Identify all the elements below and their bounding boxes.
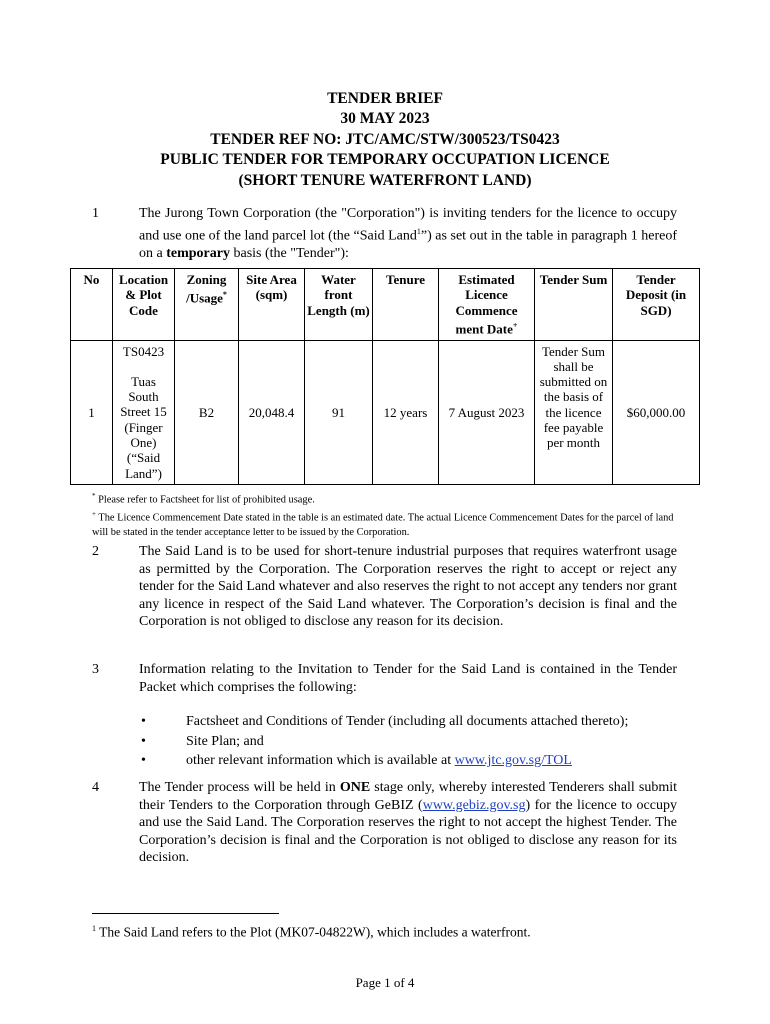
footnote: $^1$ The Said Land refers to the Plot (MK07-04822W), which includes a waterfront. (92, 924, 531, 940)
tender-table (70, 268, 700, 485)
header-tenure: Tenure (373, 269, 439, 341)
heading-subject: PUBLIC TENDER FOR TEMPORARY OCCUPATION LICENCE (160, 151, 610, 169)
table-notes (92, 489, 692, 540)
document-heading (0, 89, 770, 191)
note-usage: * Please refer to Factsheet for list of prohibited usage. (92, 492, 315, 506)
header-site-area: Site Area (sqm) (239, 269, 305, 341)
cell-tender-deposit: $60,000.00 (613, 340, 700, 484)
cell-tenure: 12 years (373, 340, 439, 484)
header-no: No (71, 269, 113, 341)
list-item: • other relevant information which is available at www.jtc.gov.sg/TOL (139, 751, 628, 771)
paragraph-text: The Tender process will be held in ONE stage only, whereby interested Tenderers shall submit their Tenders to the Corporation through GeBIZ (www.gebiz.gov.sg) for the licence to occupy and use the Said Land. The Corporation reserves the right to not accept the highest Tender. The Corporation’s decision is final and the Corporation is not obliged to disclose any reason for its decision. (139, 780, 677, 865)
cell-location (113, 340, 175, 484)
header-waterfront-length: Water front Length (m) (305, 269, 373, 341)
cell-waterfront-length: 91 (305, 340, 373, 484)
paragraph-text: The Jurong Town Corporation (the "Corporation") is inviting tenders for the licence to occupy and use one of the land parcel lot (the “Said Land$^1$”) as set out in the table in paragraph 1 hereof on a temporary basis (the "Tender"): (139, 206, 677, 261)
page-number: Page 1 of 4 (355, 975, 415, 990)
heading-title: TENDER BRIEF (327, 90, 443, 107)
cell-tender-sum: Tender Sum shall be submitted on the basis of the licence fee payable per month (535, 340, 613, 484)
header-zoning: Zoning /Usage* (175, 269, 239, 341)
location-text: Tuas South Street 15 (Finger One) (“Said Land”) (120, 373, 167, 481)
footnote-divider (92, 913, 279, 914)
paragraph-number: 1 (92, 206, 99, 221)
header-location: Location & Plot Code (113, 269, 175, 341)
header-tender-deposit: Tender Deposit (in SGD) (613, 269, 700, 341)
header-commencement-date: Estimated Licence Commence ment Date+ (439, 269, 535, 341)
heading-subtitle: (SHORT TENURE WATERFRONT LAND) (238, 171, 532, 189)
heading-date: 30 MAY 2023 (340, 110, 430, 128)
table-header-row (71, 269, 700, 341)
tender-packet-list (139, 712, 628, 771)
header-tender-sum: Tender Sum (535, 269, 613, 341)
cell-site-area: 20,048.4 (239, 340, 305, 484)
heading-ref-no: TENDER REF NO: JTC/AMC/STW/300523/TS0423 (210, 130, 560, 148)
paragraph-text: Information relating to the Invitation to Tender for the Said Land is contained in the Tender Packet which comprises the following: (139, 662, 677, 695)
note-commencement: + The Licence Commencement Date stated in the table is an estimated date. The actual Licence Commencement Dates for the parcel of land will be stated in the tender acceptance letter to be issued by the Corporation. (92, 510, 674, 538)
bullet-icon: • (141, 714, 146, 729)
footnote-ref: 1 (416, 226, 421, 236)
bullet-icon: • (141, 733, 146, 749)
cell-zoning: B2 (175, 340, 239, 484)
jtc-tol-link[interactable]: www.jtc.gov.sg/TOL (454, 753, 572, 768)
list-item: • Factsheet and Conditions of Tender (including all documents attached thereto); (139, 712, 628, 732)
bullet-icon: • (141, 753, 146, 768)
paragraph-number: 3 (92, 662, 99, 677)
table-row (71, 340, 700, 484)
plot-code: TS0423 (122, 343, 165, 359)
cell-no: 1 (71, 340, 113, 484)
paragraph-text: The Said Land is to be used for short-tenure industrial purposes that requires waterfront usage as permitted by the Corporation. The Corporation reserves the right to accept or reject any tender for the Said Land whatever and also reserves the right to not accept any tenders nor grant any licence in respect of the Said Land whatever. The Corporation’s decision is final and the Corporation is not obliged to disclose any reason for its decision. (139, 544, 677, 629)
gebiz-link[interactable]: www.gebiz.gov.sg (422, 797, 526, 813)
paragraph-number: 4 (92, 780, 99, 795)
paragraph-number: 2 (92, 544, 99, 559)
cell-commencement-date: 7 August 2023 (439, 340, 535, 484)
list-item: • Site Plan; and (139, 732, 628, 752)
